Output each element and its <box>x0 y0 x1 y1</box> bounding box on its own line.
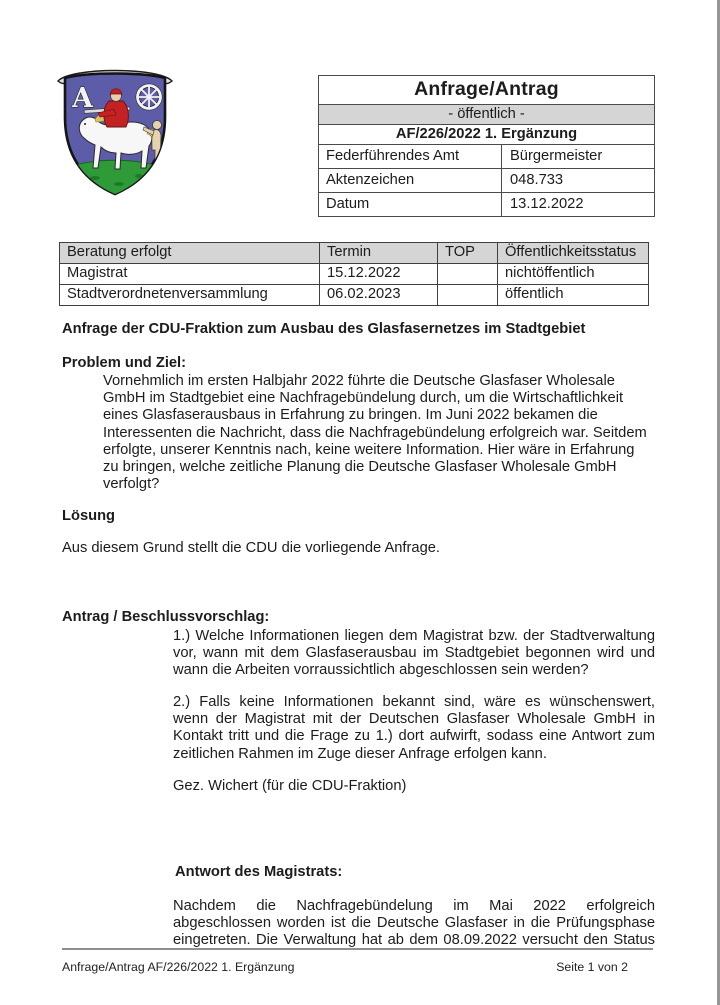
paragraph-line: abgeschlossen worden ist die Deutsche Glasfaser in die Prüfungsphase <box>173 915 655 932</box>
consultation-table <box>59 242 649 306</box>
document-type-title: Anfrage/Antrag <box>414 78 559 100</box>
paragraph-line: erfolgte, unserer Kenntnis nach, keine weitere Information. Hier wäre in Erfahrung <box>103 441 635 458</box>
paragraph-line: Kontakt tritt und die Frage zu 1.) dort aufwirft, sodass eine Antwort zum <box>173 728 655 745</box>
crest-letter: A <box>72 83 93 114</box>
document-header-table <box>318 75 655 217</box>
solution-heading: Lösung <box>62 508 116 524</box>
header-row-office <box>319 144 654 168</box>
paragraph-line: GmbH im Stadtgebiet eine Nachfragebündelung durch, um die Wirtschaftlichkeit <box>103 390 624 407</box>
paragraph-line: Interessenten die Nachricht, dass die Nachfragebündelung erfolgreich war. Seitdem <box>103 424 647 441</box>
header-row-date <box>319 192 654 216</box>
paragraph-line: wann die Arbeiten vorraussichtlich abgeschlossen sein werden? <box>173 662 589 679</box>
motion-item-1 <box>173 628 655 680</box>
signature-line: Gez. Wichert (für die CDU-Fraktion) <box>173 778 407 794</box>
paragraph-line: wenn der Magistrat mit der Deutschen Glasfaser Wholesale GmbH in <box>173 711 655 728</box>
table-row-date: 15.12.2022 <box>320 264 438 285</box>
problem-heading: Problem und Ziel: <box>62 355 187 371</box>
visibility-status: - öffentlich - <box>319 104 654 124</box>
column-header-status: Öffentlichkeitsstatus <box>498 243 648 264</box>
city-coat-of-arms <box>57 64 173 202</box>
table-row-date: 06.02.2023 <box>320 285 438 305</box>
answer-paragraph <box>173 898 655 950</box>
date-label: Datum <box>319 193 502 216</box>
problem-paragraph <box>103 373 647 493</box>
solution-text: Aus diesem Grund stellt die CDU die vorliegende Anfrage. <box>62 540 440 556</box>
motion-item-2 <box>173 694 655 763</box>
column-header-body: Beratung erfolgt <box>60 243 320 264</box>
paragraph-line: eines Glasfaserausbaus in Erfahrung zu bringen. Im Juni 2022 bekamen die <box>103 407 598 424</box>
document-reference-number: AF/226/2022 1. Ergänzung <box>319 124 654 144</box>
paragraph-line: Nachdem die Nachfragebündelung im Mai 2022 erfolgreich <box>173 898 655 914</box>
table-row-top <box>438 264 498 285</box>
page-footer <box>62 960 628 974</box>
file-number-value: 048.733 <box>510 172 564 188</box>
table-row-status: nichtöffentlich <box>498 264 648 285</box>
header-row-file-number <box>319 168 654 192</box>
column-header-date: Termin <box>320 243 438 264</box>
paragraph-line: eingetreten. Die Verwaltung hat ab dem 08.09.2022 versucht den Status <box>173 932 655 949</box>
paragraph-line: zeitlichen Rahmen im Zuge dieser Anfrage erfolgen kann. <box>173 745 547 762</box>
footer-document-reference: Anfrage/Antrag AF/226/2022 1. Ergänzung <box>62 960 295 974</box>
table-row-top <box>438 285 498 305</box>
office-label: Federführendes Amt <box>319 145 502 168</box>
subject-line: Anfrage der CDU-Fraktion zum Ausbau des Glasfasernetzes im Stadtgebiet <box>62 321 586 337</box>
paragraph-line: vor, wann mit dem Glasfaserausbau im Stadtgebiet begonnen wird und <box>173 645 655 662</box>
paragraph-line: Vornehmlich im ersten Halbjahr 2022 führte die Deutsche Glasfaser Wholesale <box>103 373 615 389</box>
footer-page-number: Seite 1 von 2 <box>556 960 628 974</box>
date-value: 13.12.2022 <box>510 196 584 212</box>
crest-wheel <box>136 84 162 110</box>
file-number-label: Aktenzeichen <box>319 169 502 192</box>
paragraph-line: zu bringen, welche zeitliche Planung die Deutsche Glasfaser Wholesale GmbH <box>103 459 617 476</box>
table-row-body: Stadtverordnetenversammlung <box>60 285 320 305</box>
footer-divider <box>62 948 653 950</box>
table-row-body: Magistrat <box>60 264 320 285</box>
paragraph-line: verfolgt? <box>103 476 160 493</box>
office-value: Bürgermeister <box>510 148 603 164</box>
column-header-top: TOP <box>438 243 498 264</box>
paragraph-line: 1.) Welche Informationen liegen dem Magistrat bzw. der Stadtverwaltung <box>173 628 655 644</box>
paragraph-line: 2.) Falls keine Informationen bekannt sind, wäre es wünschenswert, <box>173 694 655 710</box>
table-row-status: öffentlich <box>505 286 564 302</box>
motion-heading: Antrag / Beschlussvorschlag: <box>62 609 270 625</box>
answer-heading: Antwort des Magistrats: <box>175 864 343 880</box>
